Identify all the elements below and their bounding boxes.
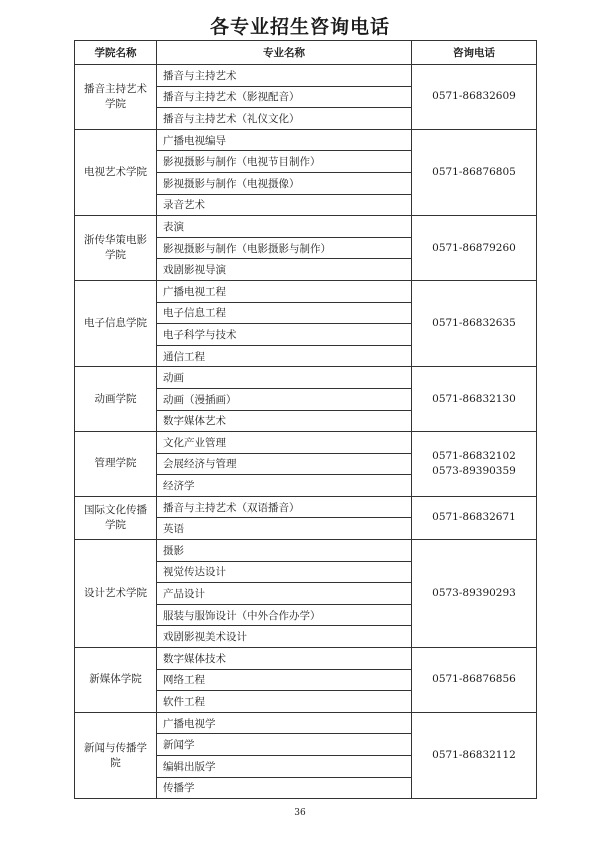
major-name: 广播电视学 (157, 712, 412, 734)
college-name: 新媒体学院 (75, 648, 157, 713)
major-name: 播音与主持艺术（礼仪文化） (157, 108, 412, 130)
phone-number: 0571-86876805 (432, 165, 516, 178)
table-row (75, 65, 537, 87)
major-name: 戏剧影视导演 (157, 259, 412, 281)
major-name: 摄影 (157, 540, 412, 562)
phone-number: 0573-89390293 (432, 587, 516, 600)
page-number: 36 (294, 808, 306, 818)
major-name: 电子信息工程 (157, 302, 412, 324)
page-title: 各专业招生咨询电话 (209, 16, 390, 38)
major-name: 新闻学 (157, 734, 412, 756)
major-name: 表演 (157, 216, 412, 238)
college-name: 动画学院 (75, 367, 157, 432)
table-row (75, 129, 537, 151)
table-row (75, 712, 537, 734)
table-row (75, 280, 537, 302)
major-name: 软件工程 (157, 691, 412, 713)
major-name: 动画（漫插画） (157, 388, 412, 410)
header-phone: 咨询电话 (412, 41, 537, 65)
major-name: 影视摄影与制作（电影摄影与制作） (157, 237, 412, 259)
table-row (75, 367, 537, 389)
header-college: 学院名称 (75, 41, 157, 65)
major-name: 视觉传达设计 (157, 561, 412, 583)
phone-number: 0571-86832112 (432, 749, 516, 761)
phone-number: 0571-86876856 (432, 673, 516, 686)
college-name: 新闻与传播学院 (75, 712, 157, 798)
college-name: 电视艺术学院 (75, 129, 157, 215)
major-name: 影视摄影与制作（电视摄像） (157, 172, 412, 194)
phone-cell (412, 540, 537, 648)
phone-cell (412, 432, 537, 497)
phone-number: 0571-86832130 (432, 392, 516, 405)
major-name: 文化产业管理 (157, 432, 412, 454)
phone-cell (412, 648, 537, 713)
major-name: 录音艺术 (157, 194, 412, 216)
phone-cell (412, 65, 537, 130)
table-row (75, 496, 537, 518)
table-row (75, 648, 537, 670)
table-row (75, 432, 537, 454)
phone-cell (412, 280, 537, 366)
major-name: 动画 (157, 367, 412, 389)
major-name: 播音与主持艺术（双语播音） (157, 496, 412, 518)
phone-number: 0571-86832635 (432, 317, 516, 330)
table-row (75, 540, 537, 562)
phone-cell (412, 367, 537, 432)
major-name: 会展经济与管理 (157, 453, 412, 475)
phone-number: 0571-86832609 (432, 90, 516, 103)
major-name: 服装与服饰设计（中外合作办学） (157, 604, 412, 626)
major-name: 广播电视工程 (157, 280, 412, 302)
table-body (75, 65, 537, 799)
college-name: 播音主持艺术学院 (75, 65, 157, 130)
major-name: 播音与主持艺术 (157, 65, 412, 87)
major-name: 英语 (157, 518, 412, 540)
college-name: 设计艺术学院 (75, 540, 157, 648)
major-name: 通信工程 (157, 345, 412, 367)
college-name: 管理学院 (75, 432, 157, 497)
table-header-row (75, 41, 537, 65)
table-row (75, 216, 537, 238)
major-name: 数字媒体艺术 (157, 410, 412, 432)
phone-cell (412, 712, 537, 798)
admissions-phone-table (74, 40, 537, 799)
phone-number: 0571-86832671 (432, 511, 516, 524)
major-name: 电子科学与技术 (157, 324, 412, 346)
major-name: 播音与主持艺术（影视配音） (157, 86, 412, 108)
phone-cell (412, 129, 537, 215)
phone-number: 0571-86832102 (432, 449, 516, 462)
phone-cell (412, 216, 537, 281)
phone-number: 0573-89390359 (432, 464, 516, 477)
header-major: 专业名称 (157, 41, 412, 65)
major-name: 经济学 (157, 475, 412, 497)
college-name: 国际文化传播学院 (75, 496, 157, 539)
college-name: 电子信息学院 (75, 280, 157, 366)
phone-number: 0571-86879260 (432, 241, 516, 254)
major-name: 编辑出版学 (157, 756, 412, 778)
major-name: 数字媒体技术 (157, 648, 412, 670)
major-name: 戏剧影视美术设计 (157, 626, 412, 648)
major-name: 传播学 (157, 777, 412, 799)
major-name: 影视摄影与制作（电视节目制作） (157, 151, 412, 173)
major-name: 网络工程 (157, 669, 412, 691)
college-name: 浙传华策电影学院 (75, 216, 157, 281)
major-name: 产品设计 (157, 583, 412, 605)
phone-cell (412, 496, 537, 539)
major-name: 广播电视编导 (157, 129, 412, 151)
